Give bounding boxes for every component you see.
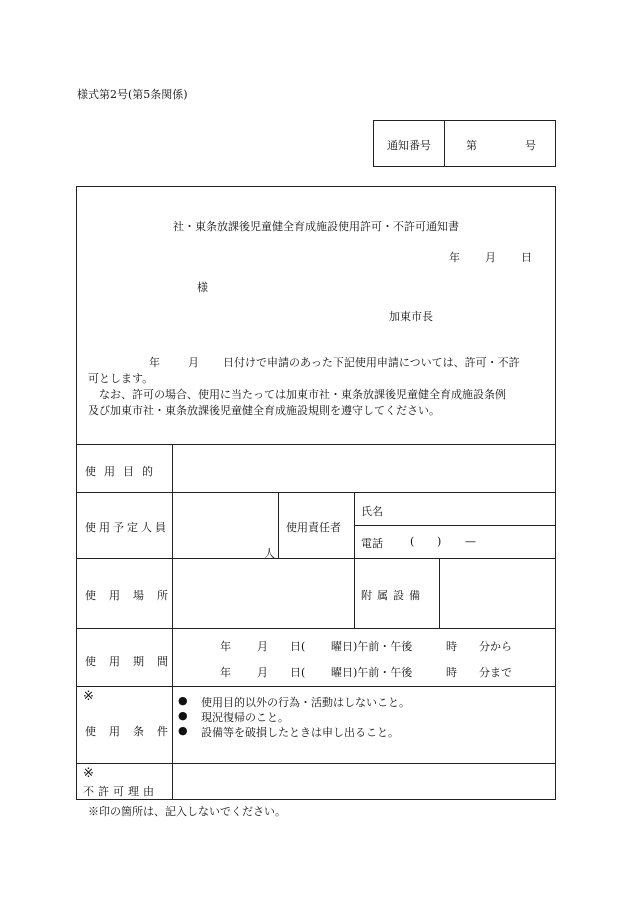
body-year: 年 <box>149 356 160 369</box>
addressee-suffix: 様 <box>197 281 208 294</box>
name-label: 氏名 <box>361 505 383 518</box>
period-to-month: 月 <box>257 666 268 679</box>
period-from-day: 日( <box>290 640 306 653</box>
place-label: 使用場所 <box>85 589 181 602</box>
refusal-mark: ※ <box>83 766 94 781</box>
refusal-label: 不許可理由 <box>83 785 158 798</box>
conditions-label: 使用条件 <box>85 725 181 738</box>
notice-box-divider <box>444 121 445 166</box>
period-to-day: 日( <box>290 666 306 679</box>
body-line1: 日付けで申請のあった下記使用申請については、許可・不許 <box>223 356 520 369</box>
phone-paren-open: ( <box>410 535 415 548</box>
period-to-hour: 時 <box>446 666 457 679</box>
date-month: 月 <box>485 251 496 264</box>
persons-label: 使用予定人員 <box>85 521 169 534</box>
notice-number-label: 通知番号 <box>387 139 431 152</box>
phone-dash: — <box>465 535 476 548</box>
period-to-year: 年 <box>220 666 231 679</box>
condition-item-1: 使用目的以外の行為・活動はしないこと。 <box>201 696 410 709</box>
footnote: ※印の箇所は、記入しないでください。 <box>88 805 286 818</box>
issuer: 加東市長 <box>389 310 433 323</box>
date-day: 日 <box>521 251 532 264</box>
period-from-year: 年 <box>220 640 231 653</box>
equipment-label: 附属設備 <box>361 589 425 602</box>
period-label: 使用期間 <box>85 655 181 668</box>
period-from-hour: 時 <box>446 640 457 653</box>
document-title: 社・東条放課後児童健全育成施設使用許可・不許可通知書 <box>173 220 459 233</box>
conditions-mark: ※ <box>83 689 94 704</box>
body-line3: なお、許可の場合、使用に当たっては加東市社・東条放課後児童健全育成施設条例 <box>99 388 506 401</box>
condition-item-3: 設備等を破損したときは申し出ること。 <box>201 726 399 739</box>
bullet-icon: ● <box>178 709 188 722</box>
period-from-ampm: 曜日)午前・午後 <box>331 640 413 653</box>
body-month: 月 <box>188 356 199 369</box>
phone-paren-close: ) <box>437 535 442 548</box>
persons-unit: 人 <box>264 547 275 560</box>
period-to-ampm: 曜日)午前・午後 <box>331 666 413 679</box>
period-from-minute: 分から <box>479 640 512 653</box>
period-to-minute: 分まで <box>479 666 512 679</box>
notice-go: 号 <box>525 139 536 152</box>
date-year: 年 <box>449 251 460 264</box>
bullet-icon: ● <box>178 694 188 707</box>
phone-label: 電話 <box>361 537 383 550</box>
responsible-label: 使用責任者 <box>286 521 341 534</box>
body-line4: 及び加東市社・東条放課後児童健全育成施設規則を遵守してください。 <box>88 404 440 417</box>
main-form <box>76 186 556 800</box>
notice-dai: 第 <box>466 139 477 152</box>
period-from-month: 月 <box>257 640 268 653</box>
form-number: 様式第2号(第5条関係) <box>77 88 188 101</box>
body-line2: 可とします。 <box>88 372 154 385</box>
purpose-label: 使用目的 <box>85 465 161 478</box>
bullet-icon: ● <box>178 724 188 737</box>
notice-number-box <box>373 120 556 167</box>
condition-item-2: 現況復帰のこと。 <box>201 711 289 724</box>
